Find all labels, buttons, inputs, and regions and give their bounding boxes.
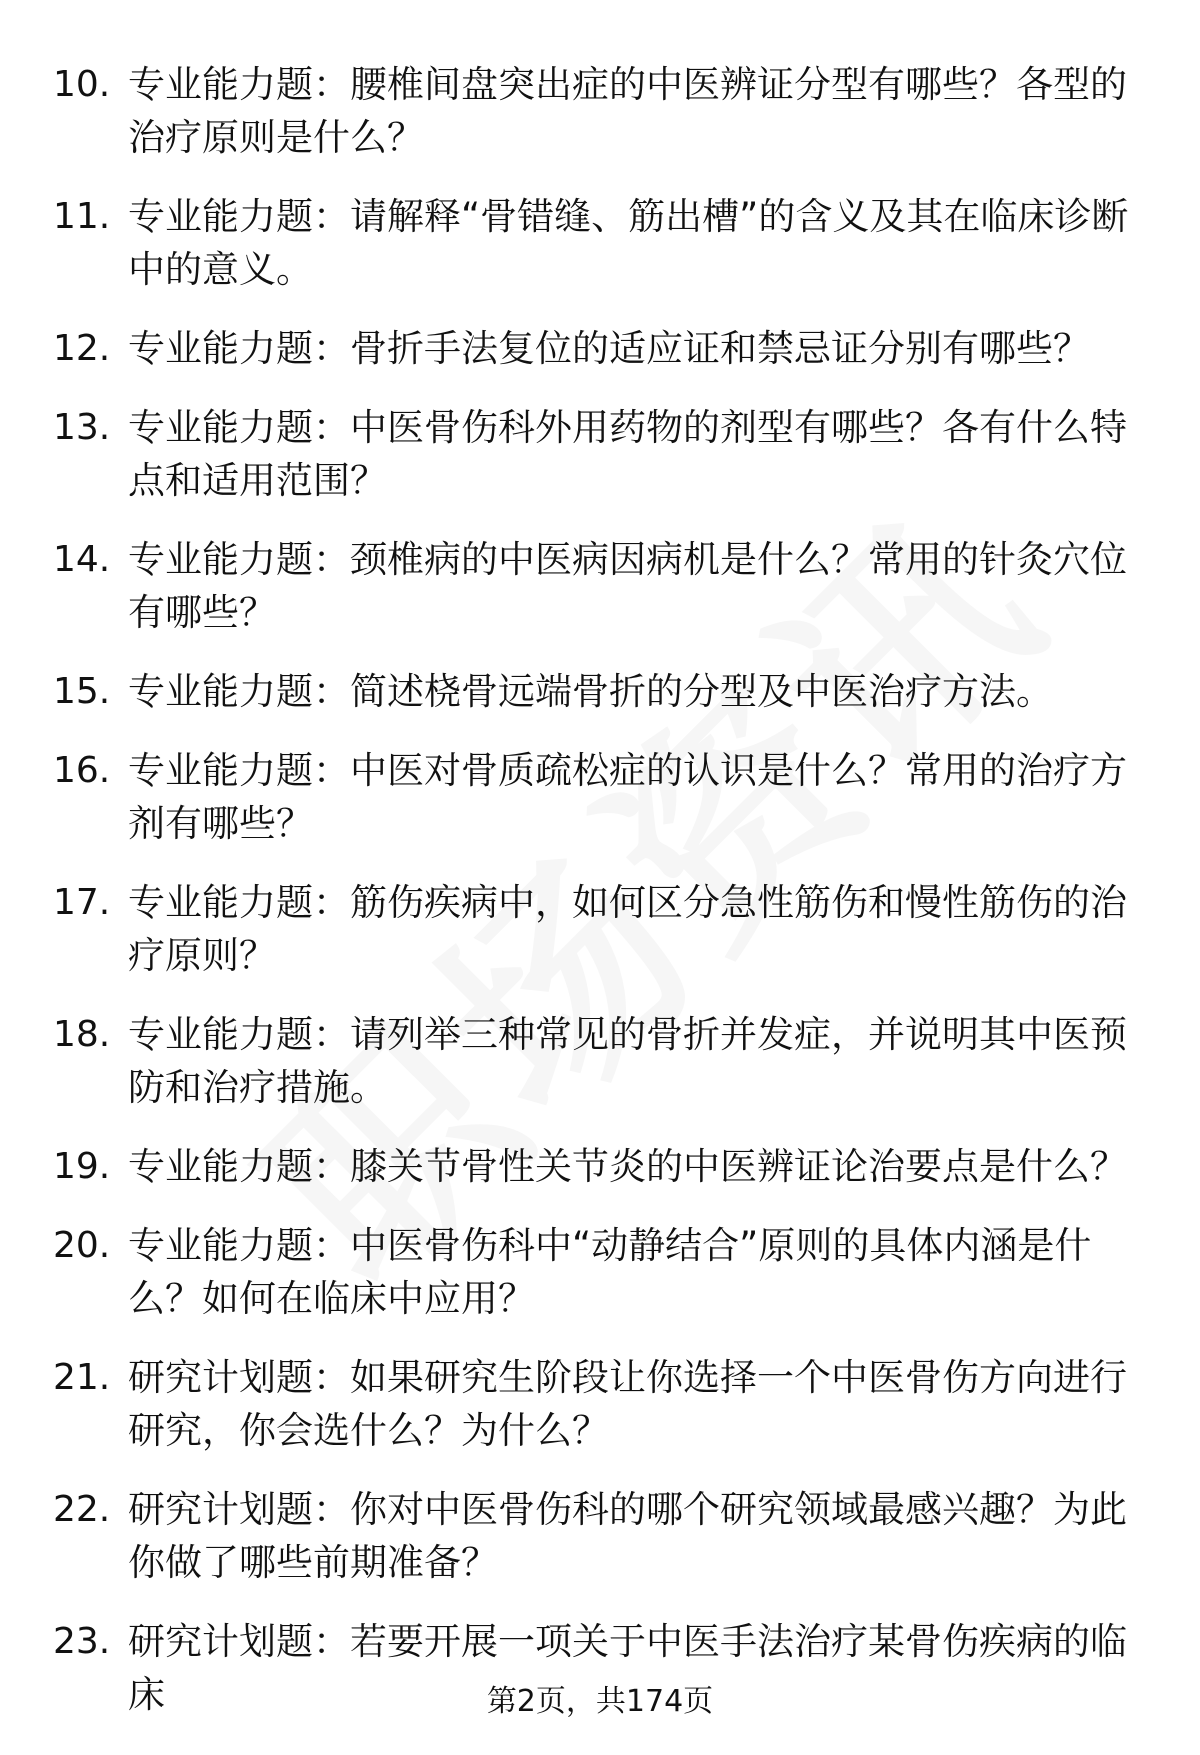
question-item — [0, 744, 1200, 850]
question-number: 19. — [53, 1146, 111, 1187]
question-text: 专业能力题：筋伤疾病中，如何区分急性筋伤和慢性筋伤的治疗原则？ — [128, 881, 1127, 977]
question-text: 专业能力题：骨折手法复位的适应证和禁忌证分别有哪些？ — [128, 327, 1090, 370]
question-text: 专业能力题：请列举三种常见的骨折并发症，并说明其中医预防和治疗措施。 — [128, 1013, 1127, 1109]
question-number: 23. — [53, 1621, 111, 1662]
question-number: 17. — [53, 882, 111, 923]
question-number: 21. — [53, 1357, 111, 1398]
question-item — [0, 190, 1200, 296]
question-text: 专业能力题：腰椎间盘突出症的中医辨证分型有哪些？各型的治疗原则是什么？ — [128, 63, 1127, 159]
question-number: 11. — [53, 196, 111, 237]
question-text: 研究计划题：若要开展一项关于中医手法治疗某骨伤疾病的临床 — [128, 1620, 1127, 1716]
page-footer: 第2页，共174页 — [486, 1684, 714, 1719]
question-text: 专业能力题：中医骨伤科外用药物的剂型有哪些？各有什么特点和适用范围？ — [128, 406, 1127, 502]
question-item — [0, 1140, 1200, 1193]
question-number: 12. — [53, 328, 111, 369]
question-number: 14. — [53, 539, 111, 580]
question-text: 专业能力题：请解释“骨错缝、筋出槽”的含义及其在临床诊断中的意义。 — [128, 195, 1129, 291]
question-number: 18. — [53, 1014, 111, 1055]
question-item — [0, 533, 1200, 639]
question-item — [0, 1483, 1200, 1589]
question-text: 研究计划题：你对中医骨伤科的哪个研究领域最感兴趣？为此你做了哪些前期准备？ — [128, 1488, 1127, 1584]
question-text: 专业能力题：中医对骨质疏松症的认识是什么？常用的治疗方剂有哪些？ — [128, 749, 1127, 845]
question-text: 专业能力题：膝关节骨性关节炎的中医辨证论治要点是什么？ — [128, 1145, 1127, 1188]
question-number: 22. — [53, 1489, 111, 1530]
question-number: 16. — [53, 750, 111, 791]
question-item — [0, 1351, 1200, 1457]
question-number: 10. — [53, 64, 111, 105]
question-number: 13. — [53, 407, 111, 448]
question-item — [0, 1219, 1200, 1325]
question-item — [0, 58, 1200, 164]
question-item — [0, 1008, 1200, 1114]
question-text: 专业能力题：中医骨伤科中“动静结合”原则的具体内涵是什么？如何在临床中应用？ — [128, 1224, 1092, 1320]
question-item — [0, 876, 1200, 982]
question-item — [0, 322, 1200, 375]
question-item — [0, 665, 1200, 718]
question-text: 专业能力题：颈椎病的中医病因病机是什么？常用的针灸穴位有哪些？ — [128, 538, 1127, 634]
question-number: 20. — [53, 1225, 111, 1266]
question-list — [0, 58, 1200, 1747]
question-number: 15. — [53, 671, 111, 712]
question-text: 专业能力题：简述桡骨远端骨折的分型及中医治疗方法。 — [128, 670, 1053, 713]
question-text: 研究计划题：如果研究生阶段让你选择一个中医骨伤方向进行研究，你会选什么？为什么？ — [128, 1356, 1127, 1452]
question-item — [0, 401, 1200, 507]
